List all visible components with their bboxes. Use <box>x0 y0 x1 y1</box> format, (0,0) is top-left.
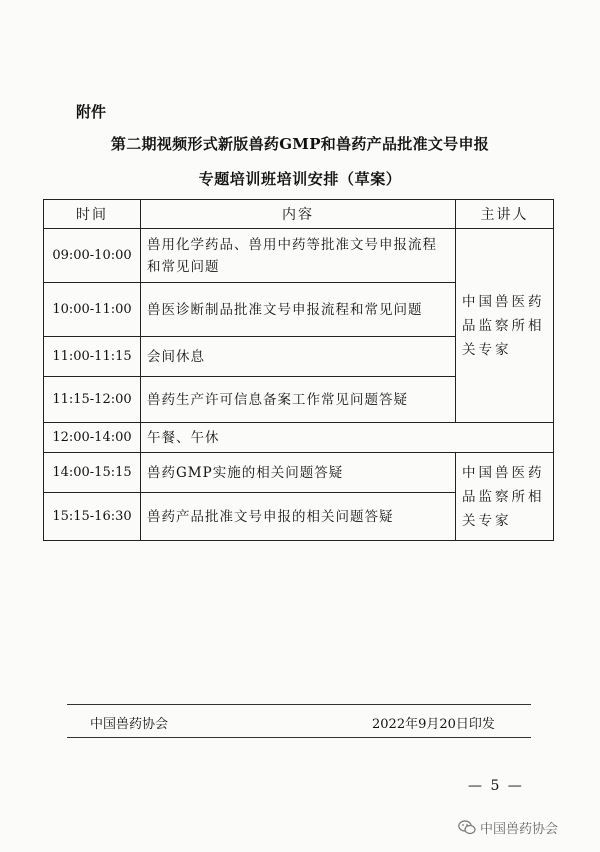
footer-rule-top <box>67 704 531 705</box>
table-header-row <box>44 200 554 229</box>
column-header-content: 内容 <box>141 200 456 229</box>
document-title-line1: 第二期视频形式新版兽药GMP和兽药产品批准文号申报 <box>110 135 490 153</box>
row-content: 午餐、午休 <box>141 423 554 453</box>
speaker-cell: 中国兽医药品监察所相关专家 <box>456 229 554 423</box>
row-content: 会间休息 <box>141 337 456 377</box>
row-content: 兽医诊断制品批准文号申报流程和常见问题 <box>141 283 456 337</box>
wechat-icon <box>458 820 476 835</box>
table-row <box>44 423 554 453</box>
row-time: 12:00-14:00 <box>44 423 141 453</box>
watermark-text: 中国兽药协会 <box>480 822 559 837</box>
speaker-cell: 中国兽医药品监察所相关专家 <box>456 453 554 541</box>
row-time: 15:15-16:30 <box>44 493 141 541</box>
footer-date: 2022年9月20日印发 <box>372 717 495 732</box>
attachment-label: 附件 <box>76 103 107 121</box>
row-content: 兽药生产许可信息备案工作常见问题答疑 <box>141 377 456 423</box>
row-time: 11:00-11:15 <box>44 337 141 377</box>
column-header-time: 时间 <box>44 200 141 229</box>
row-content: 兽药GMP实施的相关问题答疑 <box>141 453 456 493</box>
row-time: 09:00-10:00 <box>44 229 141 283</box>
footer-org: 中国兽药协会 <box>90 717 169 732</box>
row-content: 兽用化学药品、兽用中药等批准文号申报流程和常见问题 <box>141 229 456 283</box>
table-row <box>44 453 554 493</box>
page-number: — 5 — <box>468 778 524 794</box>
row-time: 10:00-11:00 <box>44 283 141 337</box>
table-row <box>44 229 554 283</box>
watermark <box>458 818 558 837</box>
footer-rule-bottom <box>67 737 531 738</box>
column-header-speaker: 主讲人 <box>456 200 554 229</box>
row-content: 兽药产品批准文号申报的相关问题答疑 <box>141 493 456 541</box>
row-time: 11:15-12:00 <box>44 377 141 423</box>
document-title-line2: 专题培训班培训安排（草案） <box>198 170 402 188</box>
row-time: 14:00-15:15 <box>44 453 141 493</box>
schedule-table <box>43 199 554 541</box>
